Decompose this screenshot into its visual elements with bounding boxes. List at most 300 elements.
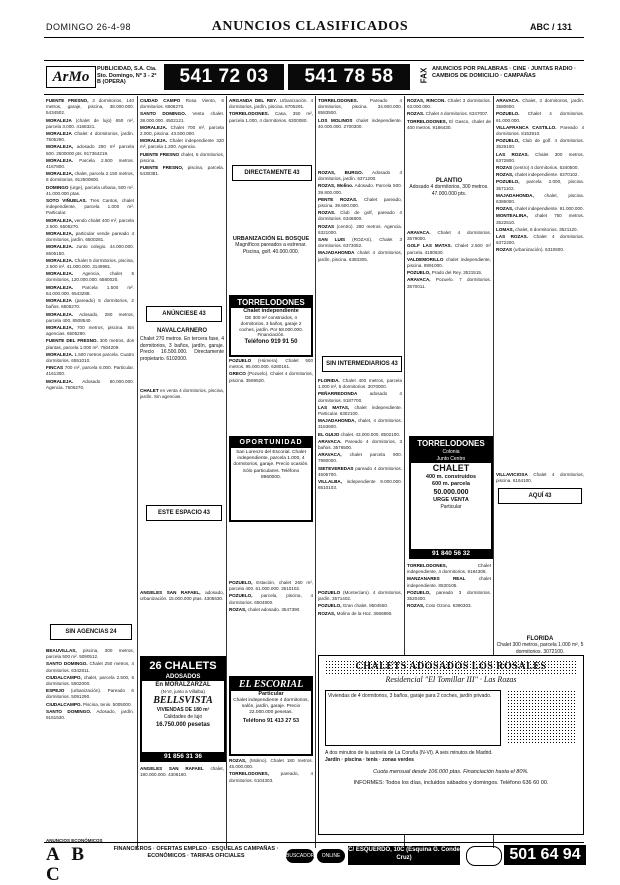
column-2 (140, 98, 224, 288)
classified-listing (229, 580, 313, 592)
florida-title: FLORIDA (526, 636, 554, 642)
listing-body: (ROZAS). Chalet 3 dormitorios. 6373052. (318, 237, 402, 249)
classified-listing (496, 193, 584, 205)
chalets-ad-brand: BELLSVISTA (153, 695, 213, 706)
classified-listing (46, 325, 134, 337)
classified-listing (229, 358, 313, 370)
listing-head: ROZAS. (318, 210, 336, 216)
classified-listing (46, 231, 134, 243)
listing-body: Chalet 2.500 m² parcela. 4180630. (407, 243, 491, 255)
plantio-body: Adosado 4 dormitorios, 300 metros. 47.000.000 pts. (409, 184, 489, 197)
column-4-end (318, 590, 402, 648)
ad-tag (146, 505, 222, 521)
listing-body: Chalet independiente 320 m², parcela 1.200. Agencia. (140, 138, 224, 150)
listing-body: Parcela 2.500 metros. 4167800. (46, 157, 134, 170)
listing-body: (centro). 280 metros. Agencia. 6321000. (318, 223, 402, 235)
classified-listing (46, 688, 134, 700)
torrelodones2-mid: CHALET (432, 463, 470, 473)
listing-body: Chalet pareado, piscina. 39.600.000. (318, 196, 402, 209)
classified-listing (46, 118, 134, 130)
listing-body: pareado, 4 dormitorios. 6104303. (229, 771, 313, 783)
classified-listing (407, 590, 491, 602)
classified-listing (140, 152, 224, 164)
listing-head: ROZAS, (229, 606, 247, 612)
listing-body: 1.500 metros parcela. Cuatro dormitorios. 6551010. (46, 351, 134, 363)
tag-phone: 43 (203, 510, 210, 516)
classified-listing (407, 563, 491, 575)
classified-listing (318, 479, 402, 491)
rosales-block-4: Cuota mensual desde 106.000 ptas. Financiación hasta el 80%. (373, 769, 529, 775)
classified-listing (496, 172, 584, 178)
classified-listing (318, 432, 402, 438)
listing-head: POZUELO. (496, 111, 520, 117)
listing-head: VILLAVICIOSA (496, 472, 528, 477)
listing-head: MORALEJA, (46, 144, 74, 150)
footer-phone: 501 64 94 (504, 845, 586, 865)
page-number: 131 (557, 22, 573, 32)
chalets-ad-title: 26 CHALETS (142, 658, 224, 673)
listing-body: adosado 4 dormitorios. 9187700. (318, 391, 402, 403)
classified-listing (140, 590, 224, 602)
chalets-ad-phone: 91 856 31 36 (140, 752, 226, 762)
classified-listing (318, 391, 402, 403)
footer-logo-mark (466, 846, 502, 866)
listing-body: chalet. 43.000.000. 8502100. (340, 431, 401, 437)
listing-head: ROZAS (496, 247, 513, 253)
listing-body: Junto colegio. 44.000.000. 6605150. (46, 244, 134, 256)
listing-head: MORALEJA, (46, 231, 74, 237)
classified-listing (229, 758, 313, 770)
column-divider (226, 96, 227, 848)
classified-listing (46, 98, 134, 117)
plantio-title: PLANTIO (435, 178, 463, 184)
listing-head: VILLAFRANCA CASTILLO. (496, 124, 557, 130)
listing-head: FUENTE FRESNO (140, 151, 180, 157)
agency-phone-2: 541 78 58 (288, 64, 410, 90)
classified-listing (46, 338, 134, 350)
listing-head: SANTO DOMINGO. (46, 661, 88, 667)
listing-head: MORALEJA. (46, 257, 74, 263)
footer-rule (44, 842, 584, 843)
listing-body: chalet, piscina. 6386000. (496, 192, 584, 205)
listing-body: 300 metros, dos plantas, parcela 1.000 m². 7504209. (46, 338, 134, 350)
listing-head: MORALEJA. (46, 311, 74, 317)
column-3 (229, 98, 313, 160)
classified-listing (318, 405, 402, 417)
listing-body: Chalet independiente, 4 dormitorios. 9184308. (407, 563, 491, 575)
listing-body: Tres Cantos, chalet independiente, parcela 1.000 m². Particular. (46, 198, 134, 216)
column-5-mid (407, 230, 491, 430)
listing-body: Adosado. Parcela 500. 39.800.000. (318, 183, 402, 195)
listing-head: ROZAS. (407, 111, 425, 117)
listing-body: Rosa Viento, 6 dormitorios. 6506270. (140, 98, 224, 110)
agency-services: ANUNCIOS POR PALABRAS · CINE · JUNTAS RADIO · CAMBIOS DE DOMICILIO · CAMPAÑAS (432, 66, 576, 79)
listing-body: adosado, urbanización. 15.000.000 ptas. 4305630. (140, 590, 224, 602)
listing-body: piscina, 300 metros, parcela 500 m². 5090512. (46, 648, 134, 660)
listing-body: Adosado, 280 metros, parcela 400. 8508540. (46, 311, 134, 323)
column-divider (315, 96, 316, 848)
listing-body: Urbanización. 4 dormitorios, jardín, piscina. 8705291. (229, 98, 313, 110)
listing-head: POZUELO, (496, 179, 520, 185)
classified-listing (407, 243, 491, 255)
listing-head: SIETEVEREDAS (318, 465, 354, 471)
oportunidad-ad (229, 436, 313, 522)
listing-head: POZUELO, (318, 603, 342, 609)
listing-head: ROZAS, (496, 172, 514, 178)
classified-listing (46, 144, 134, 156)
classified-listing (496, 206, 584, 212)
listing-head: ARAVACA. (496, 98, 520, 103)
listing-head: MORALEJA (46, 117, 72, 123)
tag-phone: 43 (544, 493, 552, 499)
column-1 (46, 98, 134, 622)
listing-head: CIUDALCAMPO, (46, 674, 82, 680)
classified-listing (318, 210, 402, 222)
classified-listing (140, 98, 224, 110)
bosque-body: Magníficos pareados a estrenar. Piscina, golf. 40.000.000. (235, 242, 307, 255)
chalets-ad-price: 16.750.000 pesetas (155, 722, 211, 728)
listing-body: parcela 2.000, piscina. 3571102. (496, 179, 584, 191)
classified-listing (496, 165, 584, 171)
classified-listing (407, 270, 491, 276)
listing-head: MORALEJA, (46, 171, 74, 177)
classified-listing (140, 388, 224, 400)
classified-listing (46, 298, 134, 310)
listing-head: MAJADAHONDA, (496, 192, 534, 198)
tag-label: ANÚNCIESE (162, 311, 198, 317)
escorial-body: Chalet independiente 4 dormitorios, salón, jardín, garaje. Precio 22.000.000 pesetas. (233, 698, 309, 716)
chalets-ad-line2: Calidades de lujo (163, 714, 203, 720)
column-1-bottom (46, 648, 134, 838)
listing-body: Chalet 5 dormitorios, piscina, 2.500 m². 41.000.000. 3149981. (46, 257, 134, 270)
listing-head: FLORIDA. (318, 378, 340, 383)
listing-body: chalet, 6 dormitorios. 3521120. (515, 226, 578, 232)
listing-head: POZUELO, (229, 580, 253, 585)
listing-head: POZUELO, (407, 270, 431, 276)
classified-listing (496, 138, 584, 150)
fax-label: FAX (419, 67, 429, 84)
listing-head: TORRELODONES, (229, 771, 269, 777)
listing-body: (urbanización). Pareado 6 dormitorios. 5091290. (46, 688, 134, 700)
classified-listing (318, 439, 402, 451)
listing-body: chalet adosado. 3547390. (247, 606, 301, 612)
rosales-block-3: Jardín · piscina · tenis · zonas verdes (325, 756, 414, 763)
navalcarnero-body: Chalet 270 metros. En tercera fase, 4 dormitorios, 3 baños, jardín, garaje. Precio 16.500.000. Directamente propietario. 6102000. (140, 336, 224, 362)
column-5 (407, 98, 491, 168)
escorial-ad (229, 676, 313, 756)
classified-listing (229, 98, 313, 110)
listing-body: Chalet 4 dormitorios. 61.000.000. (496, 111, 584, 123)
classified-listing (46, 661, 134, 673)
classified-listing (318, 237, 402, 249)
listing-body: (urbanización). 6310600. (513, 247, 565, 253)
listing-head: SOTO VIÑUELAS. (46, 198, 87, 204)
classified-listing (229, 593, 313, 605)
listing-head: CIUDAD CAMPO (140, 98, 181, 103)
listing-body: independiente 9.000.000. 8510103. (318, 479, 402, 491)
torrelodones2-phone: 91 840 56 32 (409, 549, 493, 559)
classified-listing (407, 277, 491, 289)
listing-body: chalet independiente. 91.000.000. (514, 206, 584, 212)
classified-listing (318, 183, 402, 195)
listing-head: SANTO DOMINGO. (46, 708, 92, 714)
classified-listing (496, 227, 584, 233)
listing-head: CIUDALCAMPO. (46, 701, 82, 707)
classified-listing (407, 230, 491, 242)
classified-listing (46, 158, 134, 170)
footer-pill: ONLINE (317, 849, 345, 863)
bosque-title: URBANIZACIÓN EL BOSQUE (232, 236, 310, 242)
listing-head: ROZAS, (229, 758, 247, 763)
classified-listing (46, 312, 134, 324)
ad-tag (322, 356, 402, 372)
listing-body: Adosado 4 dormitorios, jardín. 6371200. (318, 170, 402, 182)
listing-body: Venta chalet. 38.000.000. 4502121. (140, 111, 224, 123)
listing-head: ARAVACA. (318, 438, 342, 444)
listing-body: adosado 250 m² parcela 500. 2500000 pts. 917364219. (46, 144, 134, 156)
listing-body: (Húmera). Chalet 500 metros. 95.000.000. 6280161. (229, 358, 313, 370)
ad-tag (50, 624, 132, 640)
classified-listing (46, 171, 134, 183)
classified-listing (229, 371, 313, 383)
listing-body: Chalet 4 dormitorios. 3579000. (407, 230, 491, 242)
listing-head: GRECO (229, 371, 246, 377)
classified-listing (46, 244, 134, 256)
classified-listing (229, 771, 313, 783)
listing-head: ROZAS, RINCON. (407, 98, 446, 103)
rosales-block-5: INFORMES: Todos los días, incluidos sábados y domingos. Teléfono 636 60 00. (353, 780, 549, 786)
classified-listing (318, 611, 402, 617)
listing-head: POZUELO (229, 358, 252, 363)
classified-listing (318, 603, 402, 609)
tag-phone: 43 (292, 170, 300, 176)
column-5-low (407, 563, 491, 649)
listing-body: Agencia, chalet 5 dormitorios, 120.000.000. 6580020. (46, 271, 134, 283)
listing-head: FUENTE FRESNO, (46, 98, 89, 103)
listing-head: TORRELODONES. (318, 98, 358, 103)
listing-body: (Monteclaro). 4 dormitorios, jardín. 3571402. (318, 590, 402, 602)
listing-head: ROZAS, (318, 610, 336, 616)
listing-head: SAN LUIS (318, 237, 346, 243)
listing-body: chalet independiente. 6370102. (514, 172, 579, 178)
chalets-ad-place: En MORALZARZAL (155, 682, 211, 688)
bosque-ad (229, 236, 313, 255)
torrelodones2-line: URGE VENTA (433, 497, 469, 503)
agency-info: PUBLICIDAD, S.A. Cta. Sto. Domingo, Nº 3 - 2º B (OPERA) (97, 66, 157, 85)
listing-body: parcela, piscina, 4 dormitorios. 6504800. (229, 593, 313, 605)
listing-body: vendo chalet 400 m², parcela 2.500. 6506270. (46, 217, 134, 229)
listing-body: en venta 4 dormitorios, piscina, jardín. Sin agencias. (140, 388, 224, 400)
footer-address: C/ ESQUERDO, 10C (Esquina G. Conde Cruz) (348, 846, 460, 865)
rosales-plan-image (507, 690, 577, 744)
listing-body: (pareado) 5 dormitorios, 2 baños. 6505270. (46, 298, 134, 310)
listing-body: Chalet 4 dormitorios, jardín. 7505290. (46, 131, 134, 143)
listing-body: piscina, parcela. 5430381. (140, 165, 224, 177)
listing-head: ROZAS, (496, 206, 514, 212)
classified-listing (318, 466, 402, 478)
rosales-block-1: Viviendas de 4 dormitorios, 3 baños, garaje para 2 coches, jardín privado. (325, 690, 501, 746)
classified-listing (407, 119, 491, 131)
footer-pill: BUSCADOR (286, 849, 314, 863)
listing-head: LAS ROZAS. (496, 151, 529, 157)
classified-listing (318, 452, 402, 464)
classified-listing (407, 257, 491, 269)
chalets-ad-line1: VIVIENDAS DE 180 m² (156, 707, 210, 713)
listing-body: chalet, parcela 2.500, 6 dormitorios. 5502000. (46, 674, 134, 687)
classified-listing (496, 98, 584, 110)
listing-head: ROZAS, Molino. (318, 183, 354, 189)
header-rule (44, 37, 584, 38)
listing-head: TORRELODONES. (229, 111, 269, 117)
listing-head: POZUELO, (229, 593, 253, 599)
classified-listing (46, 702, 134, 708)
listing-head: ROZAS, BURGO. (318, 170, 364, 175)
classified-listing (46, 379, 134, 391)
listing-head: GOLF LAS MATAS. (407, 243, 452, 249)
listing-head: FUENTE FRESNO, (140, 165, 184, 171)
listing-head: MONTEALINA, (496, 213, 528, 219)
tag-label: SIN AGENCIAS (65, 629, 109, 635)
torrelodones-ad-body: DE 300 m² construidos, 4 dormitorios, 3 baños, garaje 2 coches, jardín. Por 58.000.000. Financiación. (239, 315, 303, 338)
classified-listing (46, 365, 134, 377)
listing-head: MORALEJA (46, 298, 72, 304)
column-3-end (229, 758, 313, 818)
listing-head: MORALEJA. (140, 138, 168, 144)
listing-head: MORALEJA. (46, 378, 74, 384)
listing-head: EL GUIJO (318, 431, 340, 437)
listing-body: Club de golf, pareado 4 dormitorios. 6346800. (318, 210, 402, 222)
classified-listing (318, 197, 402, 209)
ad-tag (498, 488, 582, 504)
torrelodones-chalet-ad (409, 436, 493, 552)
paper-name: ABC (530, 22, 550, 32)
listing-body: Chalet 300 metros. 6372800. (496, 151, 584, 163)
listing-head: ARAVACA, (318, 452, 342, 458)
listing-head: MORALEJA. (46, 244, 74, 250)
listing-head: POZUELO, (496, 138, 520, 144)
column-2-end (140, 766, 224, 836)
listing-body: Adosado, jardín. 9151530. (46, 708, 134, 721)
classified-listing (318, 418, 402, 430)
torrelodones-ad-sub: Chalet independiente (243, 308, 299, 314)
classified-listing (46, 218, 134, 230)
classified-listing (46, 709, 134, 721)
torrelodones2-title: TORRELODONES (411, 438, 491, 449)
listing-head: TORRELODONES, (407, 118, 447, 124)
column-2-bottom (140, 590, 224, 650)
oportunidad-title: OPORTUNIDAD (231, 438, 311, 448)
torrelodones2-price: 50.000.000 (433, 489, 469, 496)
listing-head: VALDEMORILLO (407, 256, 444, 262)
classified-listing (318, 590, 402, 602)
plantio-ad (407, 178, 491, 197)
listing-head: FINCAS (46, 365, 64, 371)
torrelodones2-sub2: Junto Centro (411, 456, 491, 463)
listing-body: chalet, 5 dormitorios, piscina. (140, 151, 224, 163)
listing-head: LOS MOLINOS (318, 117, 353, 123)
classified-listing (140, 766, 224, 778)
listing-body: 3 dormitorios, 140 metros, garaje, piscina, 38.000.000. 5434502. (46, 98, 134, 116)
classified-listing (46, 648, 134, 660)
classified-listing (46, 271, 134, 283)
oportunidad-body: San Lorenzo del Escorial. Chalet independiente, parcela 1.000, 4 dormitorios, garaje. Precio ocasión. Sólo particulares. Teléfono 8960000. (233, 450, 309, 480)
listing-head: SANTO DOMINGO. (140, 111, 187, 117)
classified-listing (407, 603, 491, 609)
classified-listing (496, 111, 584, 123)
rosales-sub: Residencial "El Tomillar III" · Las Rozas (385, 675, 517, 684)
footer-services: FINANCIEROS · OFERTAS EMPLEO · ESQUELAS CAMPAÑAS · ECONÓMICOS · TARIFAS OFICIALES (113, 846, 279, 859)
classified-listing (496, 472, 584, 484)
column-6 (496, 98, 584, 470)
listing-body: Piscina, tenis. 5005000. (83, 701, 132, 707)
listing-head: ANGELES SAN RAFAEL (140, 766, 204, 771)
torrelodones2-note: Particular (440, 504, 462, 510)
listing-body: chalet independiente, piscina. 8991000. (407, 256, 491, 269)
listing-head: MORALEJA. (46, 271, 74, 277)
listing-body: Chalet 250 metros, 4 dormitorios. 6342811. (46, 661, 134, 673)
tag-phone: 24 (109, 629, 117, 635)
listing-head: PEÑARREDONDA (318, 391, 358, 397)
classified-listing (318, 98, 402, 117)
listing-body: Chalet 3 dormitorios. 63.000.000. (407, 98, 491, 110)
florida-ad (496, 636, 584, 655)
listing-body: Pareado 4 dormitorios, 3 baños. 3576500. (318, 438, 402, 451)
escorial-phone: Teléfono 91 413 27 53 (242, 717, 300, 724)
listing-body: Pareado 4 dormitorios, piscina. 34.600.000. 8583500. (318, 98, 402, 116)
listing-head: MORALEJA (46, 131, 72, 137)
listing-head: ROZAS, (407, 603, 425, 609)
listing-head: MORALEJA. (46, 157, 74, 163)
chalets-ad-sub: ADOSADOS (142, 673, 224, 681)
navalcarnero-title: NAVALCARNERO (156, 328, 208, 334)
section-title: ANUNCIOS CLASIFICADOS (211, 19, 409, 34)
listing-body: (chalet de lujo) 650 m², parcela 3.000. 4168321. (46, 117, 134, 129)
classified-listing (46, 352, 134, 364)
listing-body: Coto Ozono. 6390303. (425, 603, 472, 609)
listing-body: particular vende pareado 4 dormitorios, jardín. 6500281. (46, 231, 134, 243)
agency-phone-1: 541 72 03 (164, 64, 284, 90)
navalcarnero-ad (140, 328, 224, 362)
classified-listing (229, 111, 313, 123)
classified-listing (46, 198, 134, 217)
classified-listing (318, 118, 402, 130)
classified-listing (140, 165, 224, 177)
tag-label: AQUÍ (528, 493, 544, 499)
column-divider (137, 96, 138, 848)
listing-head: ESPEJO (46, 688, 65, 694)
page-number-block (530, 22, 572, 32)
listing-head: ARAVACA. (407, 230, 431, 235)
listing-head: POZUELO, (407, 589, 431, 595)
tag-label: ESTE ESPACIO (158, 510, 202, 516)
tag-phone: 43 (199, 311, 206, 317)
listing-body: Gran chalet. 9504550. (342, 603, 389, 609)
classified-listing (318, 170, 402, 182)
listing-head: PENTE ROZAS. (318, 196, 358, 202)
agency-logo: ArMo (46, 66, 96, 88)
column-3-low (229, 580, 313, 672)
listing-body: (Molino). Chalet 180 metros. 45.000.000. (229, 758, 313, 770)
listing-body: El Gasco, chalet de 400 metros. 9186430. (407, 118, 491, 130)
listing-head: POZUELO (318, 590, 341, 595)
listing-body: chalet independiente. 8530105. (407, 576, 491, 588)
listing-head: MORALEJA, (46, 217, 74, 223)
listing-body: chalet independiente. 40.000.000. 2700300. (318, 117, 402, 129)
escorial-sub: Particular (258, 691, 284, 697)
listing-head: MAJADAHONDA (318, 250, 355, 256)
listing-body: pareado 3 dormitorios. 3520400. (407, 589, 491, 602)
classified-listing (229, 607, 313, 613)
